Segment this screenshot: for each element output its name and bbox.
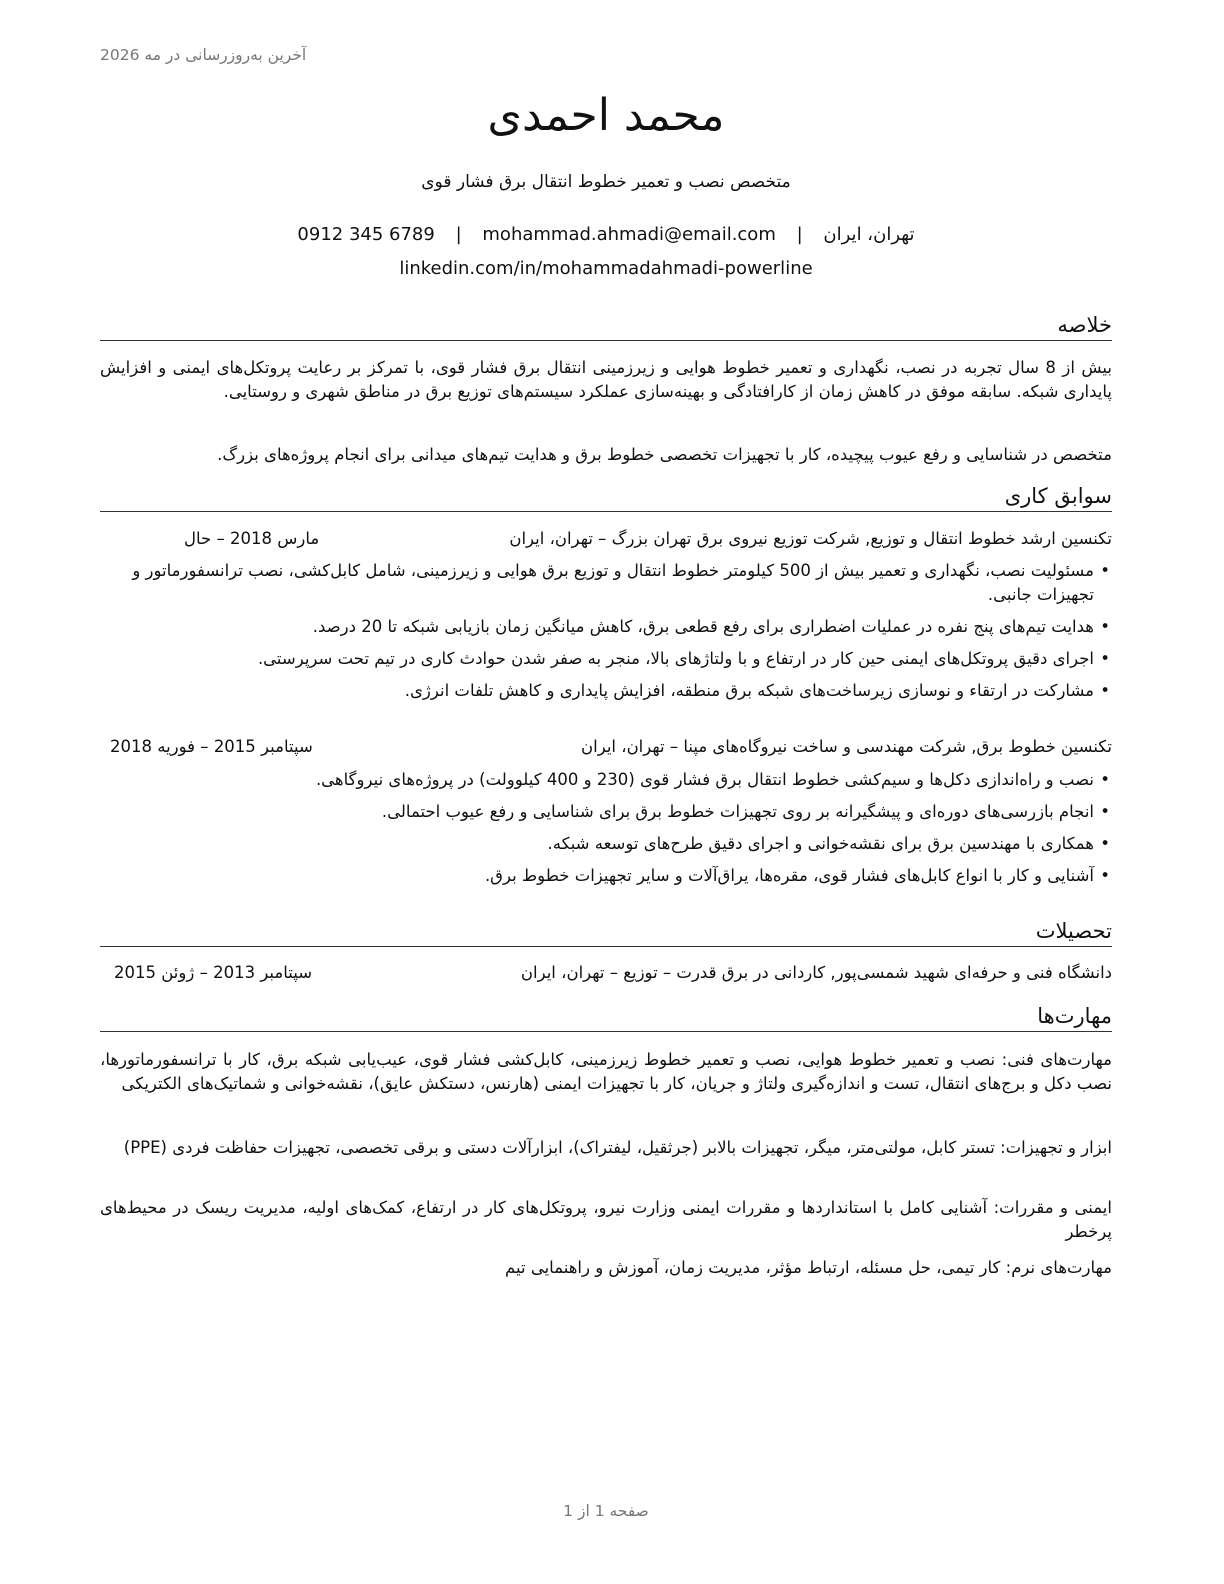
contact-phone: 0912 345 6789 <box>297 224 435 245</box>
job-dates: مارس 2018 – حال <box>184 529 320 548</box>
skills-tools: ابزار و تجهیزات: تستر کابل، مولتی‌متر، میگر، تجهیزات بالابر (جرثقیل، لیفتراک)، ابزارآلات دستی و برقی تخصصی، تجهیزات حفاظت فردی (PPE) <box>123 1138 1112 1157</box>
skills-safety: ایمنی و مقررات: آشنایی کامل با استانداردها و مقررات ایمنی وزارت نیرو، پروتکل‌های کار در ارتفاع، کمک‌های اولیه، مدیریت ریسک در محیط‌های پرخطر <box>100 1198 1112 1241</box>
job-bullet: • آشنایی و کار با انواع کابل‌های فشار قوی، مقره‌ها، یراق‌آلات و سایر تجهیزات خطوط برق. <box>100 864 1094 888</box>
job-bullet: • اجرای دقیق پروتکل‌های ایمنی حین کار در ارتفاع و با ولتاژهای بالا، منجر به صفر شدن حوادث کاری در تیم تحت سرپرستی. <box>100 647 1094 671</box>
section-heading-summary: خلاصه <box>100 313 1112 341</box>
job-bullet: • مشارکت در ارتقاء و نوسازی زیرساخت‌های شبکه برق منطقه، افزایش پایداری و کاهش تلفات انرژی. <box>100 679 1094 703</box>
education-dates: سپتامبر 2013 – ژوئن 2015 <box>114 963 313 982</box>
job-role-company: تکنسین ارشد خطوط انتقال و توزیع, شرکت توزیع نیروی برق تهران بزرگ <box>611 529 1112 548</box>
candidate-title: متخصص نصب و تعمیر خطوط انتقال برق فشار قوی <box>421 172 791 192</box>
job-title-company <box>581 737 1112 756</box>
job-header <box>100 737 1112 761</box>
section-heading-skills: مهارت‌ها <box>100 1004 1112 1032</box>
last-updated: آخرین به‌روزرسانی در مه 2026 <box>100 46 307 64</box>
page-number: صفحه 1 از 1 <box>563 1502 649 1520</box>
section-heading-experience: سوابق کاری <box>100 484 1112 512</box>
section-heading-education: تحصیلات <box>100 919 1112 947</box>
contact-separator: | <box>455 224 462 245</box>
contact-linkedin[interactable]: linkedin.com/in/mohammadahmadi-powerline <box>399 258 813 279</box>
contact-separator: | <box>796 224 803 245</box>
skills-technical: مهارت‌های فنی: نصب و تعمیر خطوط هوایی، نصب و تعمیر خطوط زیرزمینی، کابل‌کشی فشار قوی، عیب‌یابی شبکه برق، کار با ترانسفورماتورها، نصب دکل و برج‌های انتقال، تست و اندازه‌گیری ولتاژ و جریان، کار با تجهیزات ایمنی (هارنس، دستکش عایق)، نقشه‌خوانی و شماتیک‌های الکتریکی <box>100 1050 1112 1093</box>
education-entry <box>100 963 1112 987</box>
job-bullet: • نصب و راه‌اندازی دکل‌ها و سیم‌کشی خطوط انتقال برق فشار قوی (230 و 400 کیلوولت) در پروژه‌های نیروگاهی. <box>100 768 1094 792</box>
contact-location: تهران، ایران <box>823 224 915 245</box>
job-bullet: • مسئولیت نصب، نگهداری و تعمیر بیش از 500 کیلومتر خطوط انتقال و توزیع برق هوایی و زیرزمینی، شامل کابل‌کشی، نصب ترانسفورماتور و تجهیزات جانبی. <box>100 559 1094 607</box>
job-location: – تهران، ایران <box>509 529 607 548</box>
contact-email[interactable]: mohammad.ahmadi@email.com <box>482 224 776 245</box>
summary-paragraph-2: متخصص در شناسایی و رفع عیوب پیچیده، کار با تجهیزات تخصصی خطوط برق و هدایت تیم‌های میدانی برای انجام پروژه‌های بزرگ. <box>217 445 1112 464</box>
job-bullets <box>100 559 1112 711</box>
job-header <box>100 529 1112 553</box>
job-bullet: • همکاری با مهندسین برق برای نقشه‌خوانی و اجرای دقیق طرح‌های توسعه شبکه. <box>100 832 1094 856</box>
candidate-name: محمد احمدی <box>487 90 725 141</box>
education-location: – تهران، ایران <box>520 963 618 982</box>
job-bullet: • هدایت تیم‌های پنج نفره در عملیات اضطراری برای رفع قطعی برق، کاهش میانگین زمان بازیابی شبکه تا 20 درصد. <box>100 615 1094 639</box>
education-degree: دانشگاه فنی و حرفه‌ای شهید شمسی‌پور, کاردانی در برق قدرت – توزیع <box>623 963 1112 982</box>
education-institution <box>521 963 1112 982</box>
job-location: – تهران، ایران <box>581 737 679 756</box>
summary-paragraph-1: بیش از 8 سال تجربه در نصب، نگهداری و تعمیر خطوط هوایی و زیرزمینی انتقال برق فشار قوی، با تمرکز بر رعایت پروتکل‌های ایمنی و افزایش پایداری شبکه. سابقه موفق در کاهش زمان از کارافتادگی و بهینه‌سازی عملکرد سیستم‌های توزیع برق در مناطق شهری و روستایی. <box>100 358 1112 401</box>
job-role-company: تکنسین خطوط برق, شرکت مهندسی و ساخت نیروگاه‌های مپنا <box>683 737 1112 756</box>
job-bullet: • انجام بازرسی‌های دوره‌ای و پیشگیرانه بر روی تجهیزات خطوط برق برای شناسایی و رفع عیوب احتمالی. <box>100 800 1094 824</box>
skills-soft: مهارت‌های نرم: کار تیمی، حل مسئله، ارتباط مؤثر، مدیریت زمان، آموزش و راهنمایی تیم <box>505 1258 1112 1277</box>
job-bullets <box>100 768 1112 896</box>
job-dates: سپتامبر 2015 – فوریه 2018 <box>110 737 313 756</box>
resume-page <box>100 0 1112 1584</box>
contact-line <box>100 224 1112 245</box>
job-title-company <box>509 529 1112 548</box>
